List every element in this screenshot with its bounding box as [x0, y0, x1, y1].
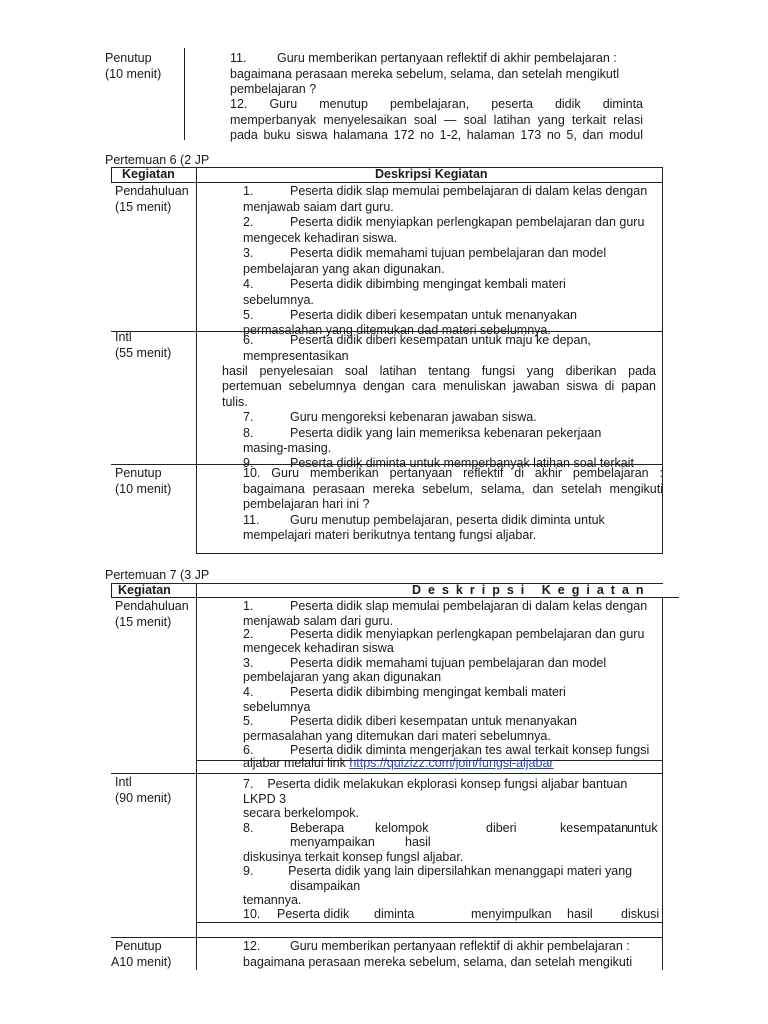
step-11: 11. Guru menutup pembelajaran, peserta didik diminta untuk	[243, 513, 605, 527]
step-4-cont: sebelumnya.	[243, 293, 314, 307]
table-border	[662, 597, 663, 970]
phase-label: Penutup	[105, 51, 152, 65]
step-3-cont: pembelajaran yang akan digunakan.	[243, 262, 445, 276]
step-7-line3: secara berkelompok.	[243, 806, 360, 820]
step-9: 9. Peserta didik yang lain dipersilahkan menanggapi materi yang	[243, 864, 633, 878]
col-header-kegiatan: Kegiatan	[122, 167, 175, 181]
step-10: 10. Guru memberikan pertanyaan reflektif di akhir pembelajaran :	[243, 466, 663, 480]
step-5-cont: permasalahan yang ditemukan dari materi sebelumnya.	[243, 729, 551, 743]
col-header-deskripsi: Deskripsi Kegiatan	[375, 167, 488, 181]
step-6-line5: tulis.	[222, 395, 248, 409]
step-9-line3: temannya.	[243, 893, 302, 907]
table-border	[111, 583, 112, 598]
step-3: 3. Peserta didik memahami tujuan pembelajaran dan model	[243, 246, 607, 260]
step-10-line3: pembelajaran hari ini ?	[243, 497, 370, 511]
step-2-cont: mengecek kehadiran siswa	[243, 641, 394, 655]
step-5-cont-clipped: permasalahan yang ditemukan dad materi sebelumnya.	[243, 323, 551, 337]
step-8-word: kesempatan	[560, 821, 629, 835]
row-label-penutup: Penutup	[115, 466, 162, 480]
step-9-cont: disampaikan	[290, 879, 361, 893]
item-12: 12. Guru menutup pembelajaran, peserta didik diminta	[230, 97, 643, 111]
step-8-num: 8.	[243, 821, 254, 835]
table-border	[196, 167, 197, 554]
item-12-line3: pada buku siswa halamana 172 no 1-2, halaman 173 no 5, dan modul	[230, 128, 643, 142]
step-10-word: hasil	[567, 907, 593, 921]
table-border	[196, 553, 663, 554]
step-8-cont: masing-masing.	[243, 441, 332, 455]
table-border	[196, 922, 663, 923]
col-header-kegiatan: Kegiatan	[118, 583, 171, 597]
step-9-clipped: 9. Peserta didik diminta untuk memperbanyak latihan soal terkait	[243, 456, 634, 470]
table-border	[111, 182, 663, 183]
table-border	[111, 937, 663, 938]
meeting-7-heading: Pertemuan 7 (3 JP	[105, 568, 210, 582]
step-1-cont: menjawab salam dari guru.	[243, 614, 394, 628]
row-label-penutup: Penutup	[115, 939, 162, 953]
step-10-word: Peserta didik	[277, 907, 350, 921]
item-12-line2: memperbanyak menyelesaikan soal — soal latihan yang terkait relasi	[230, 113, 643, 127]
step-2: 2. Peserta didik menyiapkan perlengkapan pembelajaran dan guru	[243, 215, 645, 229]
step-8: 8. Peserta didik yang lain memeriksa kebenaran pekerjaan	[243, 426, 602, 440]
step-8-line3: diskusinya terkait konsep fungsl aljabar.	[243, 850, 464, 864]
col-header-deskripsi: Deskripsi Kegiatan	[412, 583, 651, 597]
step-8-word: Beberapa	[290, 821, 345, 835]
step-12: 12. Guru memberikan pertanyaan reflektif di akhir pembelajaran :	[243, 939, 630, 953]
row-duration: A10 menit)	[111, 955, 172, 969]
row-duration: (15 menit)	[115, 615, 172, 629]
step-4-cont: sebelumnya	[243, 700, 311, 714]
step-3-cont: pembelajaran yang akan digunakan	[243, 670, 442, 684]
table-border	[111, 167, 112, 183]
table-border	[111, 773, 663, 774]
step-8-word: untuk	[627, 821, 658, 835]
row-label-inti: Intl	[115, 330, 132, 344]
step-3: 3. Peserta didik memahami tujuan pembelajaran dan model	[243, 656, 607, 670]
step-6-cont-clipped: aljabar melalui link https://quizizz.com/join/fungsi-aljabar	[243, 756, 554, 770]
step-8-word: diberi	[486, 821, 517, 835]
phase-duration: (10 menit)	[105, 67, 162, 81]
step-4: 4. Peserta didik dibimbing mengingat kembali materi	[243, 685, 566, 699]
row-label-inti: Intl	[115, 775, 132, 789]
step-10-word: diminta	[374, 907, 415, 921]
step-6: 6. Peserta didik diberi kesempatan untuk maju ke depan,	[243, 333, 591, 347]
step-7: 7. Guru mengoreksi kebenaran jawaban siswa.	[243, 410, 537, 424]
quiz-link[interactable]: https://quizizz.com/join/fungsi-aljabar	[349, 756, 554, 770]
step-7: 7. Peserta didik melakukan ekplorasi konsep fungsi aljabar bantuan	[243, 777, 628, 791]
step-6-line3: hasil penyelesaian soal latihan tentang fungsi yang diberikan pada	[222, 364, 656, 378]
table-border	[196, 583, 197, 970]
step-4: 4. Peserta didik dibimbing mengingat kembali materi	[243, 277, 566, 291]
item-11-line2: bagaimana perasaan mereka sebelum, selama, dan setelah mengikutl	[230, 67, 620, 81]
step-12-cont: bagaimana perasaan mereka sebelum, selama, dan setelah mengikuti	[243, 955, 633, 969]
meeting-6-heading: Pertemuan 6 (2 JP	[105, 153, 210, 167]
item-11: 11. Guru memberikan pertanyaan reflektif di akhir pembelajaran :	[230, 51, 617, 65]
step-6: 6. Peserta didik diminta mengerjakan tes awal terkait konsep fungsi	[243, 743, 650, 757]
step-1-cont: menjawab saiam dart guru.	[243, 200, 394, 214]
step-5: 5. Peserta didik diberi kesempatan untuk menanyakan	[243, 308, 577, 322]
step-8-word: kelompok	[375, 821, 429, 835]
row-duration: (90 menit)	[115, 791, 172, 805]
step-8-word: menyampaikan	[290, 835, 375, 849]
column-divider	[184, 48, 185, 140]
step-7-cont: LKPD 3	[243, 792, 287, 806]
step-5: 5. Peserta didik diberi kesempatan untuk menanyakan	[243, 714, 577, 728]
step-10-word: diskusi	[621, 907, 660, 921]
step-2-cont: mengecek kehadiran siswa.	[243, 231, 398, 245]
row-label-pendahuluan: Pendahuluan	[115, 599, 189, 613]
step-10-num: 10.	[243, 907, 261, 921]
row-duration: (15 menit)	[115, 200, 172, 214]
row-duration: (10 menit)	[115, 482, 172, 496]
step-1: 1. Peserta didik slap memulai pembelajaran di dalam kelas dengan	[243, 184, 648, 198]
step-2: 2. Peserta didik menyiapkan perlengkapan pembelajaran dan guru	[243, 627, 645, 641]
step-6-cont: mempresentasikan	[243, 349, 349, 363]
item-11-line3: pembelajaran ?	[230, 82, 317, 96]
row-duration: (55 menit)	[115, 346, 172, 360]
step-8-word: hasil	[405, 835, 431, 849]
step-10-cont: bagaimana perasaan mereka sebelum, selama, dan setelah mengikuti	[243, 482, 663, 496]
step-1: 1. Peserta didik slap memulai pembelajaran di dalam kelas dengan	[243, 599, 648, 613]
row-label-pendahuluan: Pendahuluan	[115, 184, 189, 198]
step-6-line4: pertemuan sebelumnya dengan cara menuliskan jawaban siswa di papan	[222, 379, 656, 393]
step-11-cont: mempelajari materi berikutnya tentang fungsi aljabar.	[243, 528, 537, 542]
step-10-word: menyimpulkan	[471, 907, 552, 921]
